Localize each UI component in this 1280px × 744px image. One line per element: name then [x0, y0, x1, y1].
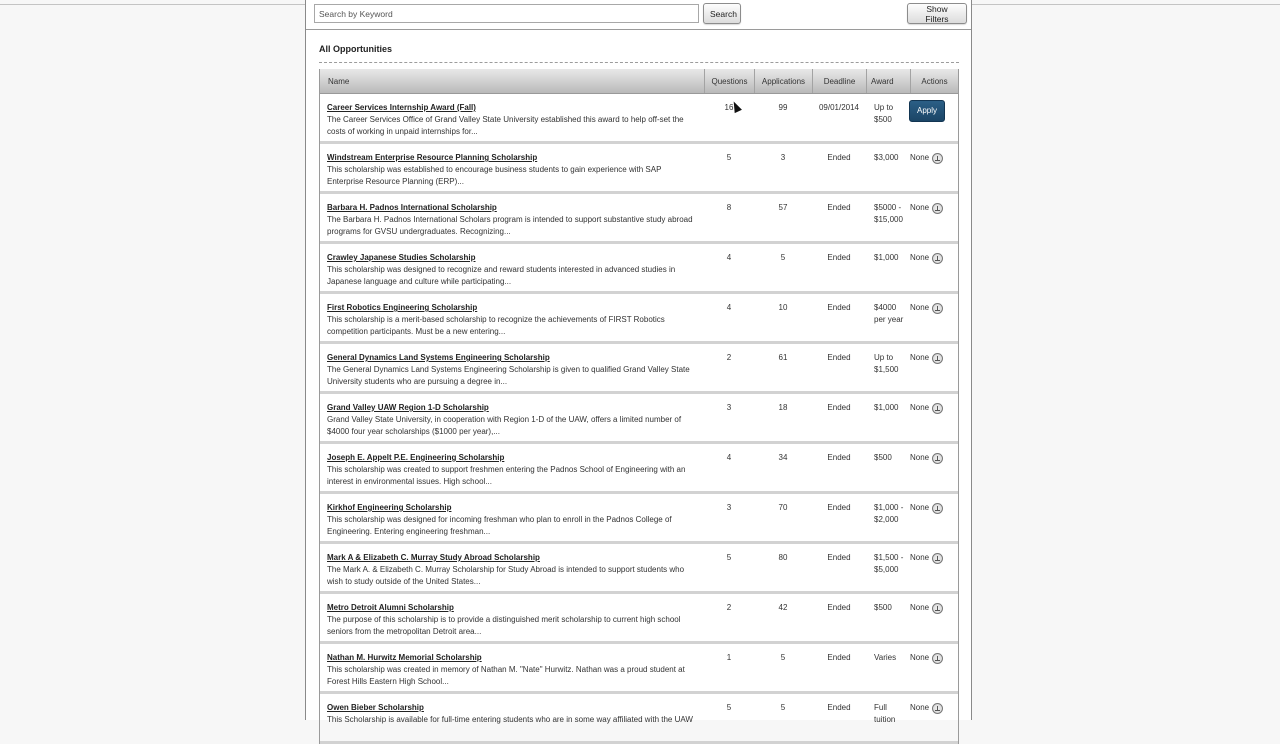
deadline-cell: Ended: [827, 253, 851, 262]
action-none: [910, 652, 943, 664]
table-row: [320, 494, 958, 544]
opportunities-panel: [305, 0, 972, 724]
deadline-cell: Ended: [827, 503, 851, 512]
award-cell: Full tuition: [874, 703, 896, 724]
opportunity-title-link[interactable]: Career Services Internship Award (Fall): [327, 103, 476, 112]
award-cell: Varies: [874, 653, 897, 662]
actions-cell: [910, 144, 958, 191]
column-header-actions: Actions: [910, 69, 958, 93]
action-none: [910, 502, 943, 514]
section-divider: [319, 62, 959, 63]
name-cell: [320, 294, 704, 341]
opportunities-table: [319, 69, 959, 744]
action-none-label: None: [910, 253, 930, 262]
opportunity-description: The Mark A. & Elizabeth C. Murray Scholarship for Study Abroad is intended to support students who wish to study outside of the United States...: [327, 565, 685, 586]
opportunity-title-link[interactable]: Metro Detroit Alumni Scholarship: [327, 603, 454, 612]
opportunity-description: The Barbara H. Padnos International Scholars program is intended to support substantive study abroad programs for GVSU undergraduates. Recognizing...: [327, 215, 693, 236]
action-none: [910, 352, 943, 364]
download-circle-icon[interactable]: [932, 253, 943, 264]
action-none-label: None: [910, 303, 930, 312]
applications-cell: 80: [778, 553, 788, 562]
table-row: [320, 694, 958, 744]
opportunity-title-link[interactable]: Joseph E. Appelt P.E. Engineering Scholarship: [327, 453, 505, 462]
applications-cell: 61: [778, 353, 788, 362]
opportunity-description: This scholarship was designed for incoming freshman who plan to enroll in the Padnos College of Engineering. Entering engineering freshman...: [327, 515, 672, 536]
name-cell: [320, 194, 704, 241]
table-row: [320, 244, 958, 294]
applications-cell: 18: [778, 403, 788, 412]
table-header: [320, 69, 958, 94]
action-none: [910, 452, 943, 464]
applications-cell: 34: [778, 453, 788, 462]
name-cell: [320, 344, 704, 391]
deadline-cell: Ended: [827, 353, 851, 362]
opportunity-description: The Career Services Office of Grand Valley State University established this award to help off-set the costs of working in unpaid internships for...: [327, 115, 684, 136]
search-bar: [306, 0, 971, 30]
opportunity-description: This scholarship was created in memory of Nathan M. "Nate" Hurwitz. Nathan was a proud student at Forest Hills Eastern High School...: [327, 665, 685, 686]
questions-cell: 8: [726, 203, 732, 212]
questions-cell: 4: [726, 303, 732, 312]
actions-cell: [910, 344, 958, 391]
applications-cell: 10: [778, 303, 788, 312]
questions-cell: 3: [726, 403, 732, 412]
opportunity-description: This scholarship was established to encourage business students to gain experience with SAP Enterprise Resource Planning (ERP)...: [327, 165, 662, 186]
questions-cell: 4: [726, 253, 732, 262]
download-circle-icon[interactable]: [932, 503, 943, 514]
column-header-deadline[interactable]: Deadline: [812, 69, 866, 93]
award-cell: $500: [874, 603, 892, 612]
opportunity-description: This scholarship is a merit-based scholarship to recognize the achievements of FIRST Robotics competition participants. Must be a new entering...: [327, 315, 665, 336]
page-divider-left: [0, 4, 305, 5]
page-divider-right: [972, 4, 1280, 5]
table-row: [320, 344, 958, 394]
opportunity-title-link[interactable]: Barbara H. Padnos International Scholarship: [327, 203, 497, 212]
questions-cell: 16: [724, 103, 734, 112]
download-circle-icon[interactable]: [932, 203, 943, 214]
award-cell: $1,500 - $5,000: [874, 553, 904, 574]
deadline-cell: Ended: [827, 203, 851, 212]
action-none-label: None: [910, 553, 930, 562]
award-cell: $1,000: [874, 253, 899, 262]
download-circle-icon[interactable]: [932, 553, 943, 564]
download-circle-icon[interactable]: [932, 603, 943, 614]
opportunity-title-link[interactable]: Grand Valley UAW Region 1-D Scholarship: [327, 403, 489, 412]
actions-cell: [910, 444, 958, 491]
action-none: [910, 152, 943, 164]
applications-cell: 5: [780, 703, 786, 712]
search-input[interactable]: [314, 4, 699, 23]
opportunity-title-link[interactable]: Mark A & Elizabeth C. Murray Study Abroad Scholarship: [327, 553, 540, 562]
column-header-applications[interactable]: Applications: [754, 69, 812, 93]
opportunity-description: This scholarship was created to support freshmen entering the Padnos School of Engineering with an interest in environmental issues. High school...: [327, 465, 686, 486]
opportunity-description: This scholarship was designed to recognize and reward students interested in advanced studies in Japanese language and culture while participating...: [327, 265, 676, 286]
table-row: [320, 594, 958, 644]
name-cell: [320, 394, 704, 441]
column-header-award[interactable]: Award: [866, 69, 910, 93]
questions-cell: 2: [726, 353, 732, 362]
name-cell: [320, 594, 704, 641]
table-row: [320, 394, 958, 444]
action-none: [910, 402, 943, 414]
table-row: [320, 644, 958, 694]
deadline-cell: 09/01/2014: [818, 103, 860, 112]
actions-cell: [910, 594, 958, 641]
name-cell: [320, 444, 704, 491]
action-none: [910, 252, 943, 264]
action-none-label: None: [910, 453, 930, 462]
table-row: [320, 194, 958, 244]
questions-cell: 5: [726, 703, 732, 712]
name-cell: [320, 94, 704, 141]
action-none-label: None: [910, 653, 930, 662]
opportunity-title-link[interactable]: Owen Bieber Scholarship: [327, 703, 424, 712]
action-none-label: None: [910, 503, 930, 512]
action-none: [910, 702, 943, 714]
show-filters-button[interactable]: Show Filters: [907, 3, 967, 24]
download-circle-icon[interactable]: [932, 403, 943, 414]
name-cell: [320, 544, 704, 591]
actions-cell: [910, 244, 958, 291]
deadline-cell: Ended: [827, 153, 851, 162]
name-cell: [320, 244, 704, 291]
download-circle-icon[interactable]: [932, 153, 943, 164]
action-none-label: None: [910, 403, 930, 412]
name-cell: [320, 494, 704, 541]
deadline-cell: Ended: [827, 653, 851, 662]
applications-cell: 5: [780, 653, 786, 662]
questions-cell: 5: [726, 553, 732, 562]
table-row: [320, 444, 958, 494]
applications-cell: 99: [778, 103, 788, 112]
action-none-label: None: [910, 603, 930, 612]
deadline-cell: Ended: [827, 603, 851, 612]
deadline-cell: Ended: [827, 703, 851, 712]
download-circle-icon[interactable]: [932, 703, 943, 714]
opportunity-title-link[interactable]: Crawley Japanese Studies Scholarship: [327, 253, 476, 262]
download-circle-icon[interactable]: [932, 303, 943, 314]
table-row: [320, 544, 958, 594]
action-none-label: None: [910, 153, 930, 162]
actions-cell: [910, 544, 958, 591]
name-cell: [320, 644, 704, 691]
award-cell: Up to $1,500: [874, 353, 899, 374]
column-header-name[interactable]: Name: [328, 76, 350, 86]
download-circle-icon[interactable]: [932, 453, 943, 464]
actions-cell: [910, 644, 958, 691]
opportunity-description: The General Dynamics Land Systems Engineering Scholarship is given to qualified Grand Valley State University students who are pursuing a degree in...: [327, 365, 690, 386]
opportunity-description: Grand Valley State University, in cooperation with Region 1-D of the UAW, offers a limited number of $4000 four year scholarships ($1000 per year),...: [327, 415, 682, 436]
name-cell: [320, 144, 704, 191]
opportunity-description: This Scholarship is available for full-time entering students who are in some way affiliated with the UAW: [327, 715, 693, 724]
table-body: [320, 94, 958, 744]
opportunity-title-link[interactable]: General Dynamics Land Systems Engineering Scholarship: [327, 353, 550, 362]
award-cell: $1,000: [874, 403, 899, 412]
deadline-cell: Ended: [827, 453, 851, 462]
download-circle-icon[interactable]: [932, 653, 943, 664]
applications-cell: 42: [778, 603, 788, 612]
award-cell: Up to $500: [874, 103, 894, 124]
applications-cell: 5: [780, 253, 786, 262]
action-none: [910, 202, 943, 214]
opportunity-title-link[interactable]: Nathan M. Hurwitz Memorial Scholarship: [327, 653, 482, 662]
column-header-questions[interactable]: Questions: [704, 69, 754, 93]
deadline-cell: Ended: [827, 553, 851, 562]
action-none-label: None: [910, 203, 930, 212]
award-cell: $3,000: [874, 153, 899, 162]
deadline-cell: Ended: [827, 303, 851, 312]
award-cell: $5000 - $15,000: [874, 203, 903, 224]
action-none: [910, 302, 943, 314]
award-cell: $500: [874, 453, 892, 462]
section-title: All Opportunities: [319, 44, 392, 54]
applications-cell: 3: [780, 153, 786, 162]
opportunity-title-link[interactable]: Windstream Enterprise Resource Planning Scholarship: [327, 153, 538, 162]
award-cell: $1,000 - $2,000: [874, 503, 904, 524]
applications-cell: 57: [778, 203, 788, 212]
search-button[interactable]: Search: [703, 3, 741, 24]
apply-button[interactable]: Apply: [909, 100, 945, 122]
action-none: [910, 602, 943, 614]
action-none-label: None: [910, 703, 930, 712]
applications-cell: 70: [778, 503, 788, 512]
opportunity-title-link[interactable]: Kirkhof Engineering Scholarship: [327, 503, 452, 512]
actions-cell: [910, 94, 958, 141]
action-none: [910, 552, 943, 564]
table-row: [320, 144, 958, 194]
award-cell: $4000 per year: [874, 303, 904, 324]
actions-cell: [910, 294, 958, 341]
actions-cell: [910, 194, 958, 241]
action-none-label: None: [910, 353, 930, 362]
opportunity-title-link[interactable]: First Robotics Engineering Scholarship: [327, 303, 478, 312]
actions-cell: [910, 494, 958, 541]
table-row: [320, 294, 958, 344]
deadline-cell: Ended: [827, 403, 851, 412]
download-circle-icon[interactable]: [932, 353, 943, 364]
table-row: [320, 94, 958, 144]
questions-cell: 2: [726, 603, 732, 612]
questions-cell: 4: [726, 453, 732, 462]
questions-cell: 3: [726, 503, 732, 512]
actions-cell: [910, 694, 958, 741]
name-cell: [320, 694, 704, 741]
actions-cell: [910, 394, 958, 441]
questions-cell: 5: [726, 153, 732, 162]
opportunity-description: The purpose of this scholarship is to provide a distinguished merit scholarship to current high school seniors from the metropolitan Detroit area...: [327, 615, 681, 636]
questions-cell: 1: [726, 653, 732, 662]
